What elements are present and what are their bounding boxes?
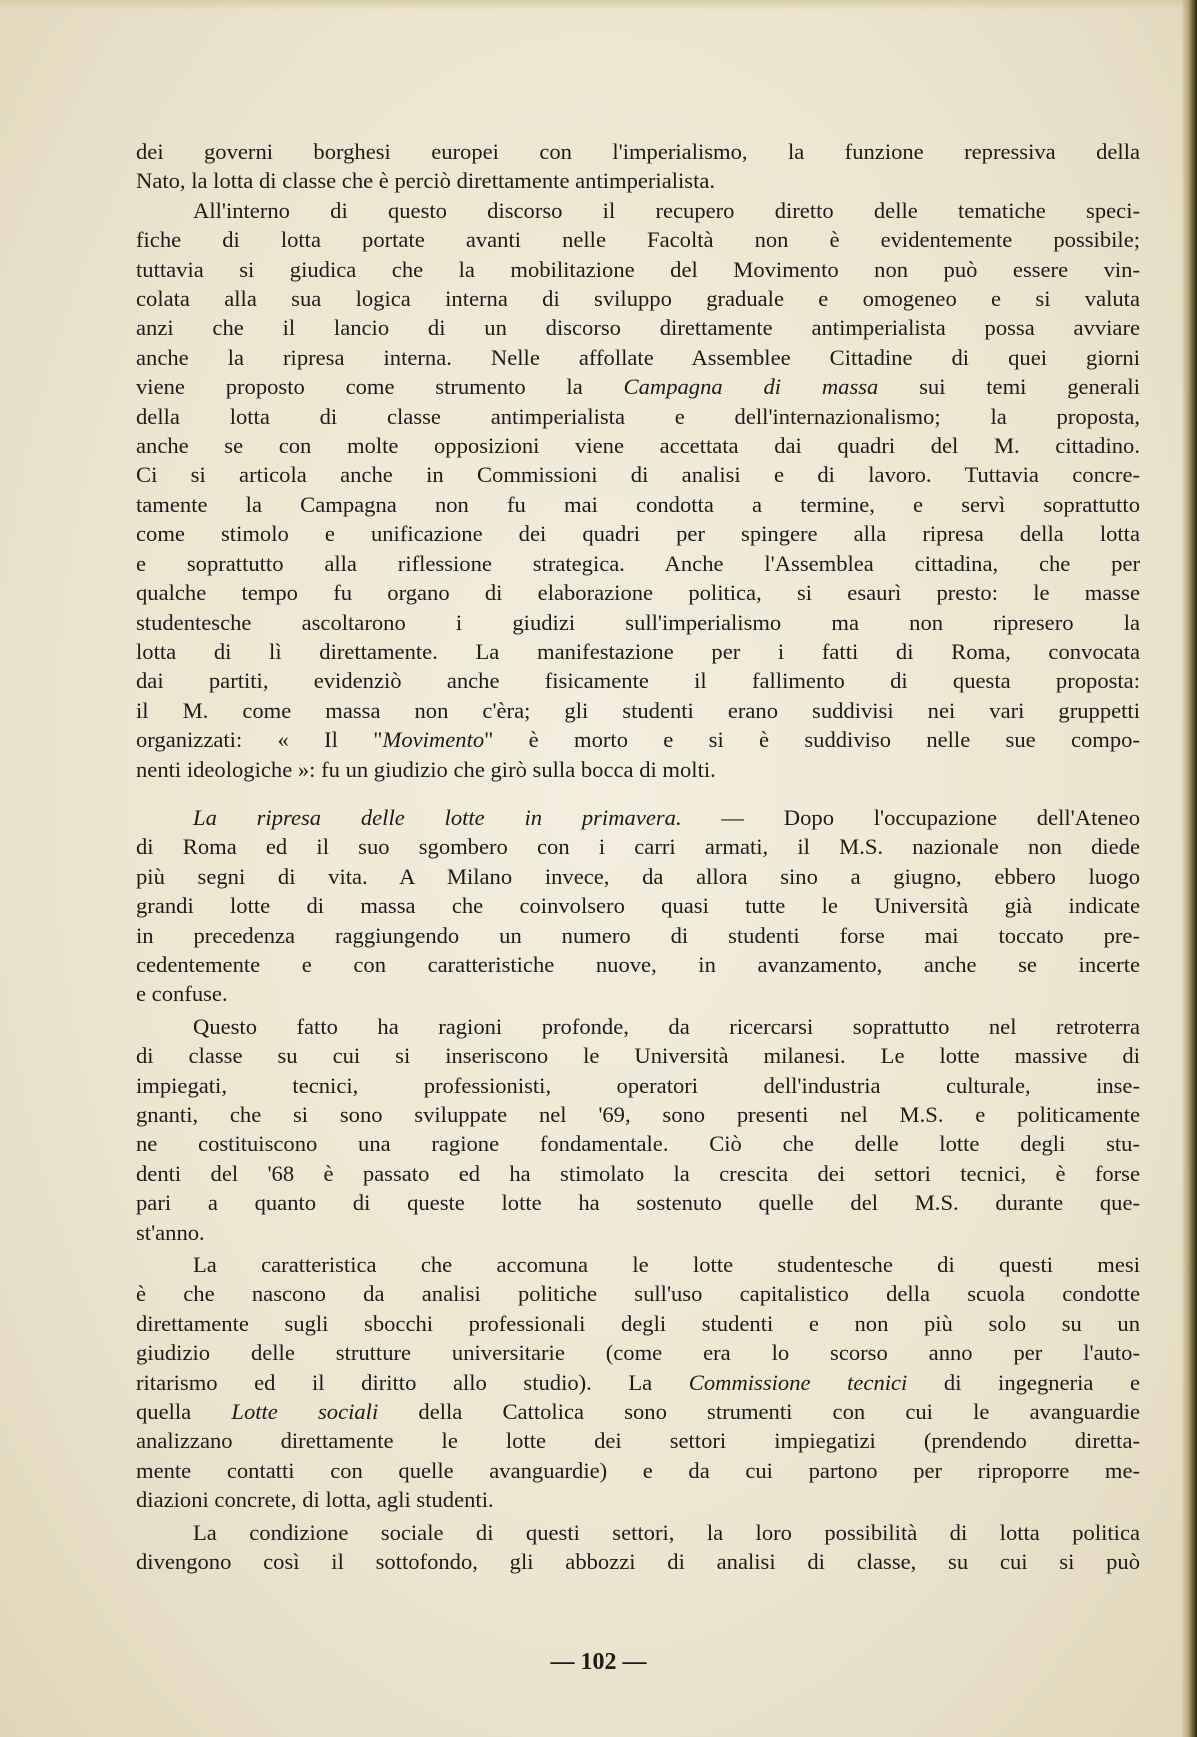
text-line: colata alla sua logica interna di sviluppo graduale e omogeneo e si valuta	[136, 286, 1140, 312]
text-line: fiche di lotta portate avanti nelle Facoltà non è evidentemente possibile;	[136, 227, 1140, 253]
text-line: anche se con molte opposizioni viene accettata dai quadri del M. cittadino.	[136, 433, 1140, 459]
text-line: di classe su cui si inseriscono le Università milanesi. Le lotte massive di	[136, 1043, 1140, 1069]
text-line: e soprattutto alla riflessione strategica. Anche l'Assemblea cittadina, che per	[136, 550, 1140, 576]
text-line: analizzano direttamente le lotte dei settori impiegatizi (prendendo diretta-	[136, 1428, 1140, 1454]
text-line: La condizione sociale di questi settori, la loro possibilità di lotta politica	[193, 1519, 1140, 1545]
text-line: divengono così il sottofondo, gli abbozzi di analisi di classe, su cui si può	[136, 1549, 1140, 1575]
text-line: La caratteristica che accomuna le lotte studentesche di questi mesi	[193, 1252, 1140, 1278]
text-line: denti del '68 è passato ed ha stimolato la crescita dei settori tecnici, è forse	[136, 1160, 1140, 1186]
text-line: della lotta di classe antimperialista e dell'internazionalismo; la proposta,	[136, 403, 1140, 429]
text-line: tamente la Campagna non fu mai condotta a termine, e servì soprattutto	[136, 491, 1140, 517]
text-line: qualche tempo fu organo di elaborazione politica, si esaurì presto: le masse	[136, 580, 1140, 606]
text-line: All'interno di questo discorso il recupero diretto delle tematiche speci-	[193, 197, 1140, 223]
page-number: — 102 —	[550, 1649, 647, 1675]
text-line: anzi che il lancio di un discorso direttamente antimperialista possa avviare	[136, 315, 1140, 341]
italic-text: Movimento	[382, 727, 485, 753]
text-line: anche la ripresa interna. Nelle affollate Assemblee Cittadine di quei giorni	[136, 344, 1140, 370]
text-line: tuttavia si giudica che la mobilitazione del Movimento non può essere vin-	[136, 256, 1140, 282]
italic-text: Campagna di massa	[623, 374, 879, 400]
italic-text: Lotte sociali	[231, 1399, 379, 1425]
text-line: organizzati: « Il "Movimento" è morto e si è suddiviso nelle sue compo-	[136, 727, 1140, 753]
text-line: direttamente sugli sbocchi professionali degli studenti e non più solo su un	[136, 1310, 1140, 1336]
text-line: Nato, la lotta di classe che è perciò direttamente antimperialista.	[136, 168, 716, 194]
text-line: quella Lotte sociali della Cattolica sono strumenti con cui le avanguardie	[136, 1399, 1140, 1425]
page-top-shadow	[0, 0, 1197, 10]
text-line: di Roma ed il suo sgombero con i carri armati, il M.S. nazionale non diede	[136, 834, 1140, 860]
text-line: il M. come massa non c'èra; gli studenti erano suddivisi nei vari gruppetti	[136, 697, 1140, 723]
text-line: come stimolo e unificazione dei quadri per spingere alla ripresa della lotta	[136, 521, 1140, 547]
text-line: cedentemente e con caratteristiche nuove, in avanzamento, anche se incerte	[136, 951, 1140, 977]
text-line: giudizio delle strutture universitarie (come era lo scorso anno per l'auto-	[136, 1340, 1140, 1366]
page-binding-edge	[1181, 0, 1197, 1737]
body-text	[136, 137, 1140, 1577]
text-line: impiegati, tecnici, professionisti, operatori dell'industria culturale, inse-	[136, 1072, 1140, 1098]
italic-text: La ripresa delle lotte in primavera.	[193, 804, 682, 830]
text-line: st'anno.	[136, 1219, 205, 1245]
text-line: dai partiti, evidenziò anche fisicamente il fallimento di questa proposta:	[136, 668, 1140, 694]
text-line: studentesche ascoltarono i giudizi sull'imperialismo ma non ripresero la	[136, 609, 1140, 635]
text-line: gnanti, che si sono sviluppate nel '69, sono presenti nel M.S. e politicamente	[136, 1102, 1140, 1127]
text-line: viene proposto come strumento la Campagna di massa sui temi generali	[136, 374, 1140, 400]
text-line: ne costituiscono una ragione fondamentale. Ciò che delle lotte degli stu-	[136, 1131, 1140, 1157]
text-line: La ripresa delle lotte in primavera. — Dopo l'occupazione dell'Ateneo	[193, 804, 1140, 830]
text-line: grandi lotte di massa che coinvolsero quasi tutte le Università già indicate	[136, 893, 1140, 919]
text-line: lotta di lì direttamente. La manifestazione per i fatti di Roma, convocata	[136, 638, 1140, 664]
text-line: ritarismo ed il diritto allo studio). La Commissione tecnici di ingegneria e	[136, 1369, 1140, 1395]
text-line: pari a quanto di queste lotte ha sostenuto quelle del M.S. durante que-	[136, 1190, 1140, 1216]
text-line: Ci si articola anche in Commissioni di analisi e di lavoro. Tuttavia concre-	[136, 462, 1140, 488]
paragraph-gap	[136, 784, 1140, 803]
text-line: mente contatti con quelle avanguardie) e da cui partono per riproporre me-	[136, 1457, 1140, 1483]
italic-text: Commissione tecnici	[688, 1369, 908, 1395]
text-line: più segni di vita. A Milano invece, da allora sino a giugno, ebbero luogo	[136, 863, 1140, 889]
text-line: nenti ideologiche »: fu un giudizio che girò sulla bocca di molti.	[136, 756, 716, 782]
text-line: in precedenza raggiungendo un numero di studenti forse mai toccato pre-	[136, 922, 1140, 948]
text-line: diazioni concrete, di lotta, agli studenti.	[136, 1487, 494, 1513]
text-line: è che nascono da analisi politiche sull'uso capitalistico della scuola condotte	[136, 1281, 1140, 1307]
text-line: dei governi borghesi europei con l'imperialismo, la funzione repressiva della	[136, 139, 1140, 164]
text-line: Questo fatto ha ragioni profonde, da ricercarsi soprattutto nel retroterra	[193, 1013, 1140, 1039]
text-line: e confuse.	[136, 981, 228, 1007]
